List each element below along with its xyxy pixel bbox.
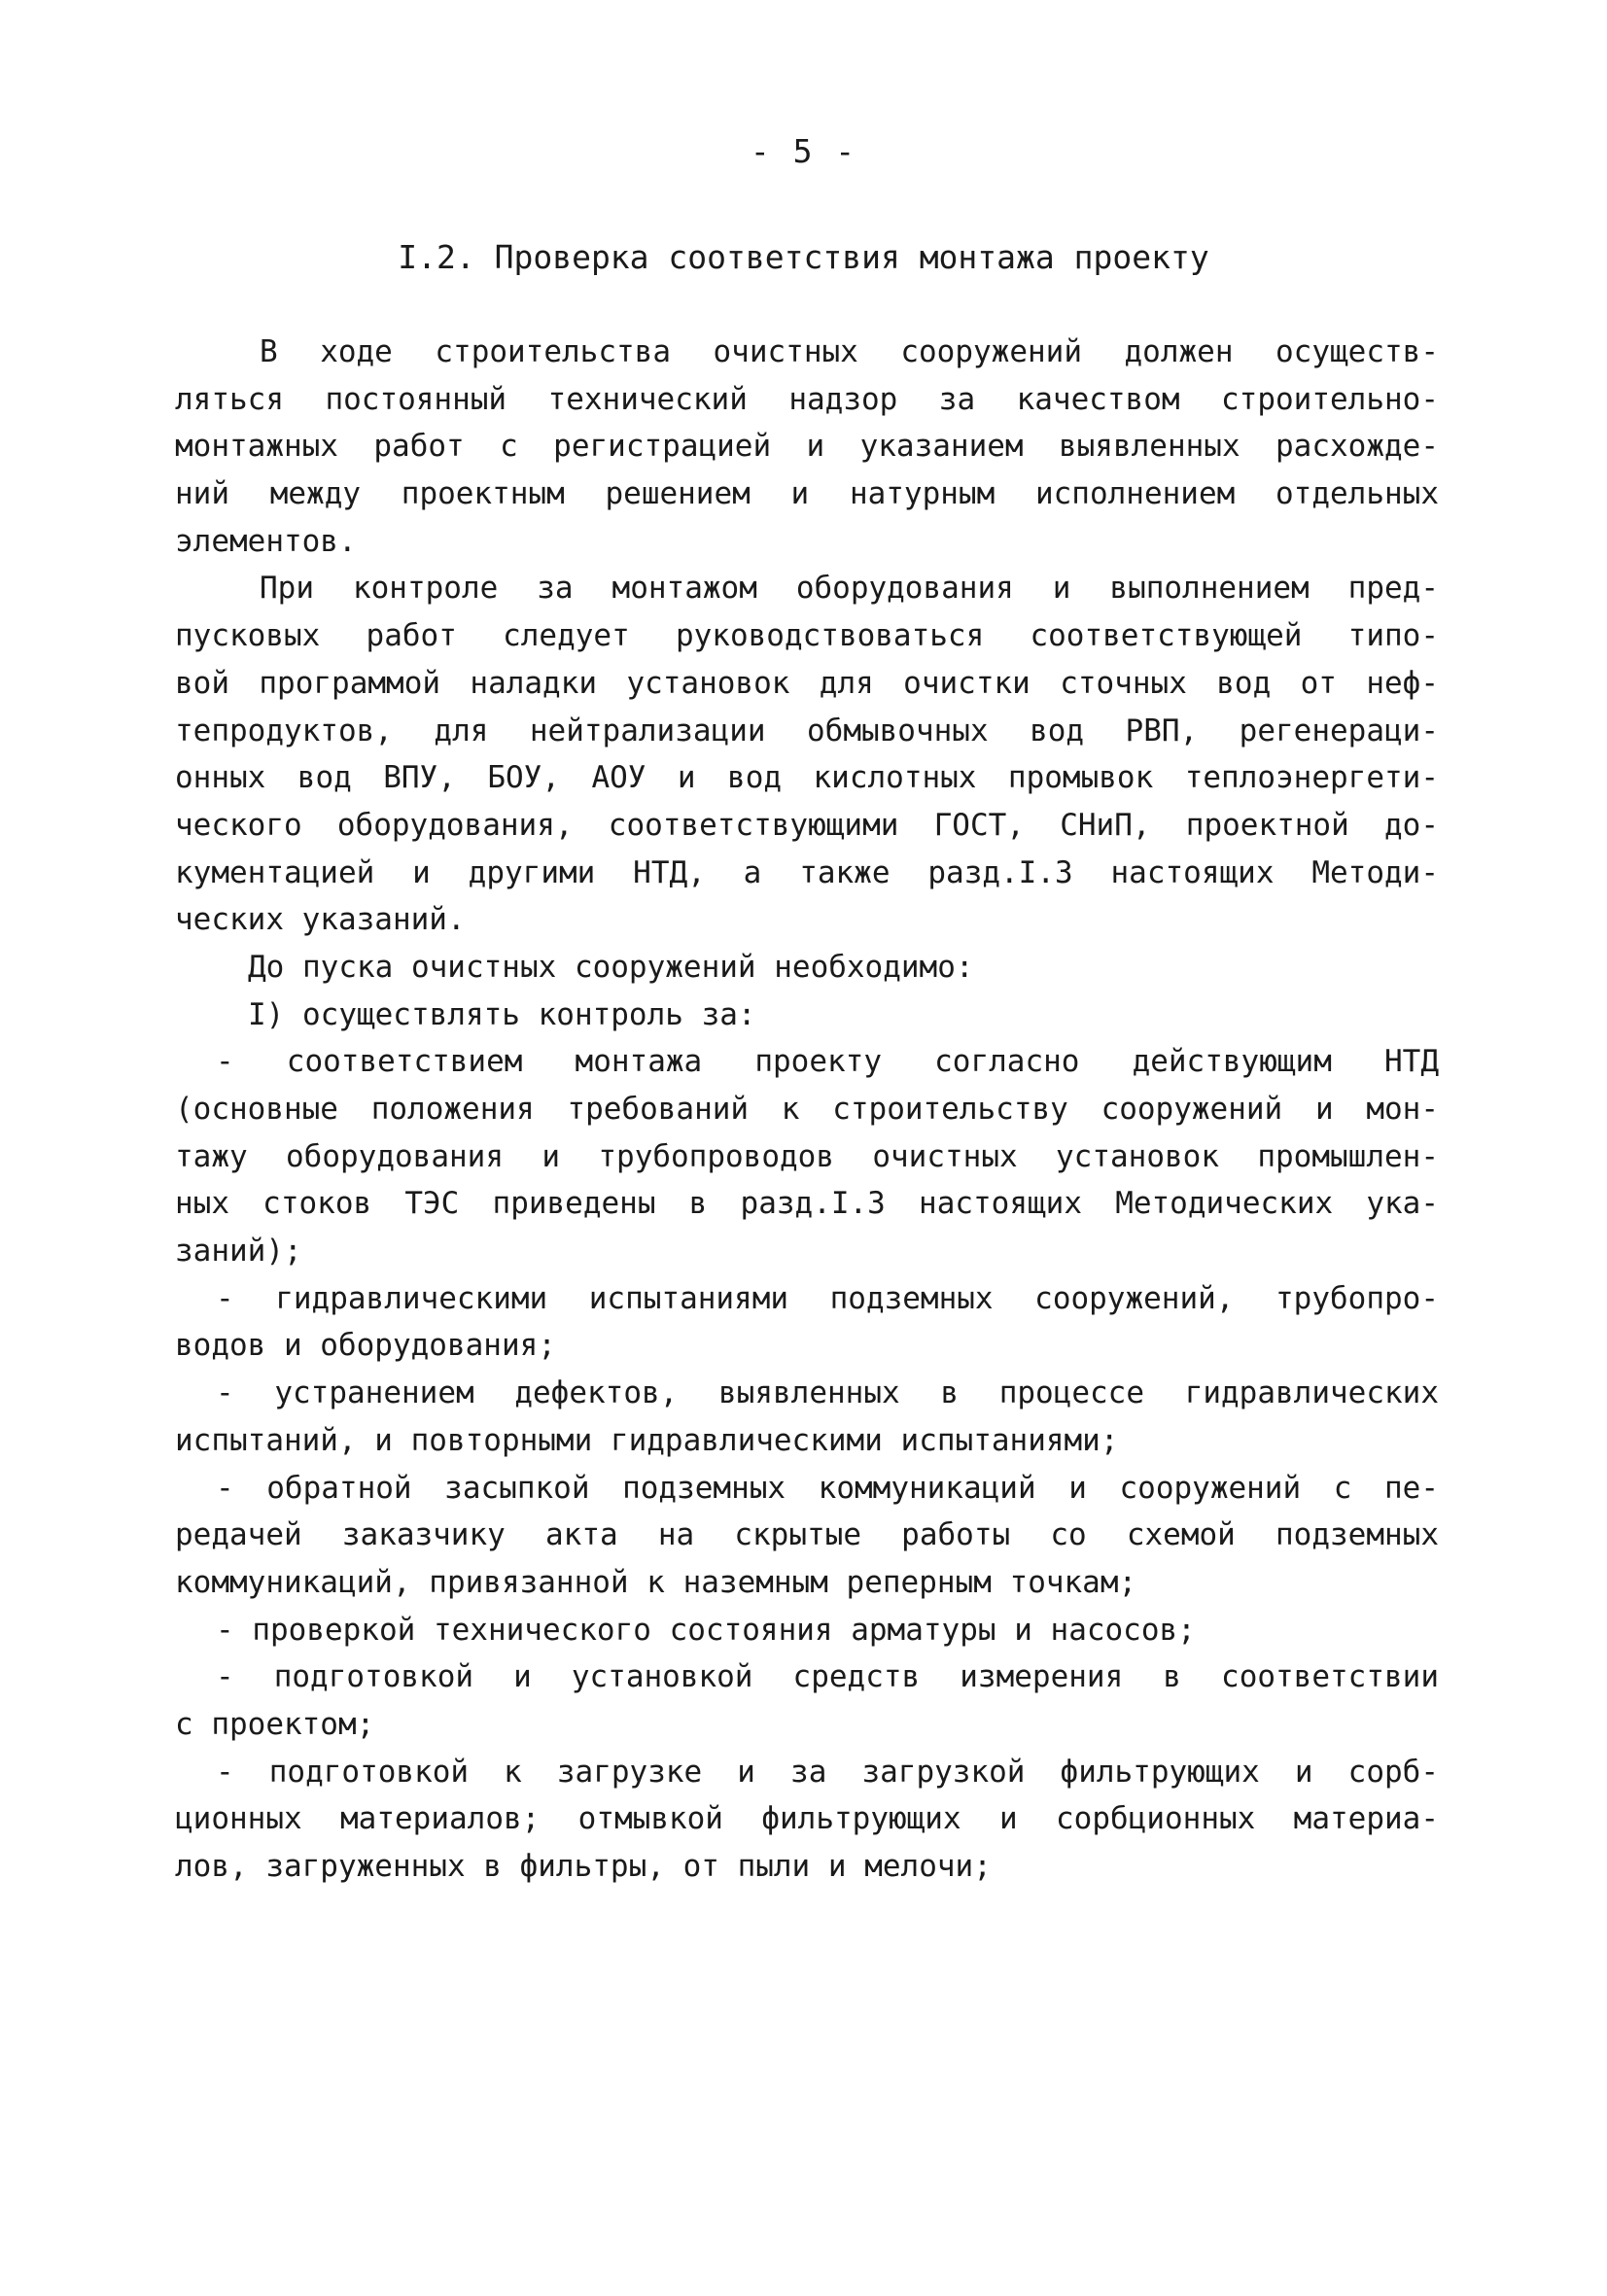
text-line: с проектом; [175,1706,375,1742]
text-line: При контроле за монтажом оборудования и выполнением пред- [260,571,1439,607]
text-line: ческих указаний. [175,902,466,938]
text-line: (основные положения требований к строительству сооружений и мон- [175,1092,1439,1127]
list-item [175,1465,1439,1607]
text-line: коммуникаций, привязанной к наземным реперным точкам; [175,1564,1137,1600]
list-item [175,1370,1439,1464]
text-line: водов и оборудования; [175,1328,556,1364]
text-line: пусковых работ следует руководствоваться соответствующей типо- [175,618,1439,654]
text-line: онных вод ВПУ, БОУ, АОУ и вод кислотных промывок теплоэнергети- [175,760,1439,796]
page-number: - 5 - [750,132,857,170]
body-text [175,329,1439,1891]
text-line: ных стоков ТЭС приведены в разд.I.3 настоящих Методических ука- [175,1186,1439,1222]
text-line: ний между проектным решением и натурным исполнением отдельных [175,476,1439,512]
paragraph [175,944,1439,991]
section-title: I.2. Проверка соответствия монтажа проекту [398,238,1209,276]
text-line: редачей заказчику акта на скрытые работы со схемой подземных [175,1517,1439,1553]
paragraph [175,991,1439,1039]
list-item [175,1749,1439,1891]
text-line: вой программой наладки установок для очистки сточных вод от неф- [175,665,1439,701]
text-line: элементов. [175,523,357,559]
text-line: В ходе строительства очистных сооружений должен осуществ- [260,334,1439,369]
text-line: - проверкой технического состояния арматуры и насосов; [216,1612,1196,1648]
list-item [175,1275,1439,1370]
text-line: - подготовкой к загрузке и за загрузкой фильтрующих и сорб- [216,1754,1439,1790]
list-item [175,1038,1439,1274]
text-line: ческого оборудования, соответствующими ГОСТ, СНиП, проектной до- [175,807,1439,843]
text-line: заний); [175,1234,302,1270]
text-line: ляться постоянный технический надзор за качеством строительно- [175,381,1439,417]
text-line: I) осуществлять контроль за: [248,996,756,1032]
text-line: - соответствием монтажа проекту согласно действующим НТД [216,1044,1439,1080]
text-line: - устранением дефектов, выявленных в процессе гидравлических [216,1375,1439,1411]
text-line: тажу оборудования и трубопроводов очистных установок промышлен- [175,1138,1439,1174]
text-line: - обратной засыпкой подземных коммуникаций и сооружений с пе- [216,1470,1439,1506]
paragraph [175,565,1439,944]
text-line: ционных материалов; отмывкой фильтрующих и сорбционных материа- [175,1801,1439,1837]
paragraph [175,329,1439,565]
text-line: лов, загруженных в фильтры, от пыли и мелочи; [175,1849,992,1884]
text-line: - подготовкой и установкой средств измерения в соответствии [216,1659,1439,1695]
text-line: кументацией и другими НТД, а также разд.I.3 настоящих Методи- [175,854,1439,890]
text-line: тепродуктов, для нейтрализации обмывочных вод РВП, регенераци- [175,713,1439,748]
text-line: монтажных работ с регистрацией и указанием выявленных расхожде- [175,429,1439,465]
list-item [175,1653,1439,1748]
text-line: испытаний, и повторными гидравлическими испытаниями; [175,1422,1119,1458]
text-line: До пуска очистных сооружений необходимо: [248,949,974,985]
list-item [175,1607,1439,1654]
text-line: - гидравлическими испытаниями подземных сооружений, трубопро- [216,1280,1439,1316]
